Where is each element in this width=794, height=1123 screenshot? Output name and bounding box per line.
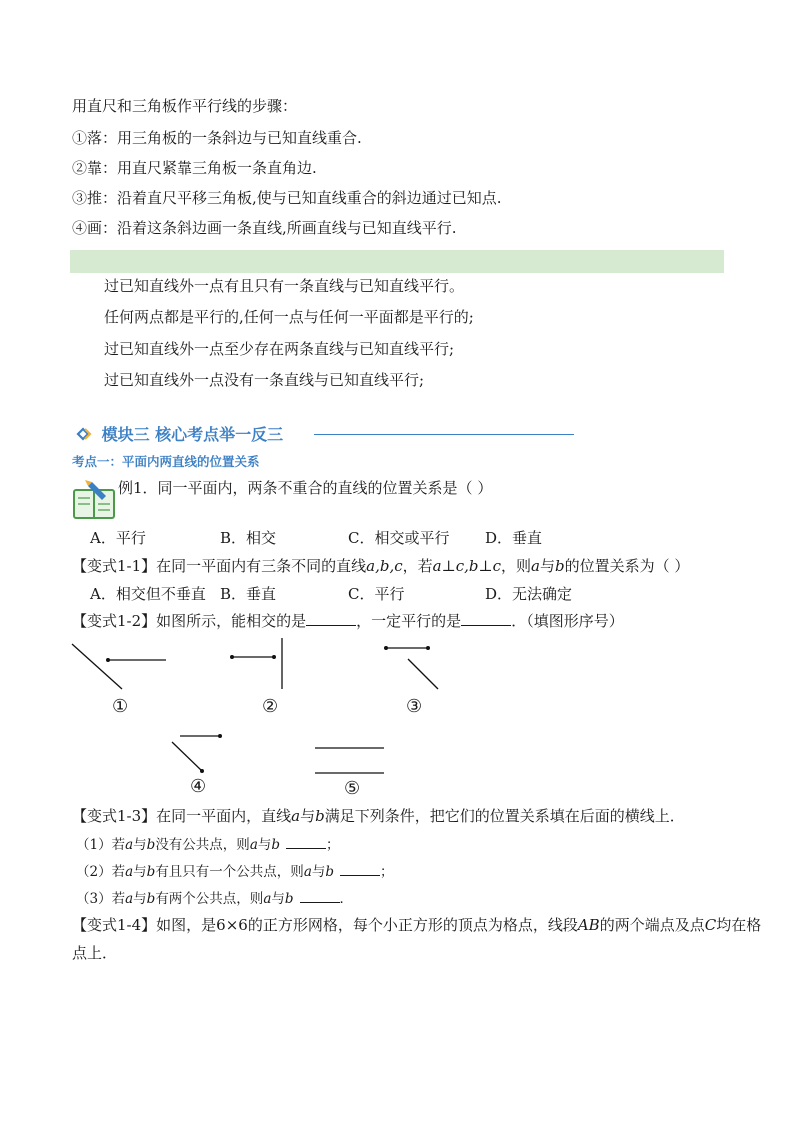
item-end: ； [326,837,340,853]
var-a: a [263,891,272,907]
variant12-stem [72,611,624,631]
var-a: a [291,807,301,825]
variant13-item-1 [76,834,340,854]
var-with: 与 [257,837,272,853]
item-pre: （2）若 [76,864,126,880]
variant11-vars: a,b,c [366,557,403,575]
variant13-stem [72,806,685,826]
var-with: 与 [539,557,555,575]
variant11-stem [72,556,689,576]
answer-blank-1[interactable] [306,611,356,626]
var-b: b [284,891,294,907]
variant13-item-3 [76,888,353,908]
item-pre: （3）若 [76,891,126,907]
step-4: ④画：沿着这条斜边画一条直线,所画直线与已知直线平行. [72,219,457,237]
fig-label-5: ⑤ [344,778,361,799]
variant11-text-a: 在同一平面内有三条不同的直线 [156,557,367,575]
fig-label-4: ④ [190,776,207,797]
variant11-tag: 【变式1-1】 [72,557,157,575]
variant13-item-2 [76,861,394,881]
variant14-text-b: 的正方形网格，每个小正方形的顶点为格点，线段 [247,916,578,934]
item-end: ； [380,864,394,880]
var-a: a [303,864,312,880]
variant14-text-a: 如图，是 [156,916,217,934]
highlight-band [70,250,724,273]
module-title: 模块三 核心考点举一反三 [101,425,284,444]
variant14-grid: 6×6 [216,916,248,934]
fig-label-1: ① [112,696,129,717]
answer-blank-4[interactable] [340,861,380,876]
variant11-text-d: 的位置关系为（ ） [564,557,690,575]
book-pencil-icon [72,478,118,520]
variant14-line2: 点上． [72,944,118,962]
var-a: a [531,557,540,575]
var-b: b [554,557,565,575]
item-mid: 没有公共点，则 [155,837,250,853]
example1-choice-b: B．相交 [220,529,277,547]
module-rule [314,434,574,435]
variant14-stem [72,915,761,935]
var-a: a [249,837,258,853]
fig4-ray [172,742,202,771]
step-1: ①落：用三角板的一条斜边与已知直线重合. [72,129,362,147]
fig3-line [408,659,438,689]
item-mid: 有两个公共点，则 [155,891,264,907]
variant14-seg: AB [577,916,600,934]
variant12-text-c: ．（填图形序号） [511,612,624,630]
var-b: b [146,891,156,907]
var-b: b [325,864,335,880]
var-b: b [315,807,325,825]
variant12-tag: 【变式1-2】 [72,612,157,630]
variant12-text-a: 如图所示，能相交的是 [156,612,307,630]
var-a: a [125,891,134,907]
fig1-line [72,644,122,689]
item-mid: 有且只有一个公共点，则 [155,864,304,880]
var-with: 与 [133,837,147,853]
intro-heading: 用直尺和三角板作平行线的步骤： [72,97,298,115]
example1-choice-c: C．相交或平行 [348,529,450,547]
variant14-tag: 【变式1-4】 [72,916,157,934]
module-header [76,424,283,447]
var-with: 与 [311,864,326,880]
fig-label-3: ③ [406,696,423,717]
variant14-text-d: 均在格 [716,916,762,934]
option-line-2: 任何两点都是平行的,任何一点与任何一平面都是平行的; [104,308,474,326]
example1-choice-d: D．垂直 [485,529,543,547]
example1-question: 例1．同一平面内，两条不重合的直线的位置关系是（ ） [118,479,493,497]
variant14-text-c: 的两个端点及点 [599,916,705,934]
kaodian-title: 考点一：平面内两直线的位置关系 [72,454,260,469]
var-b: b [271,837,281,853]
variant11-cond: a⊥c,b⊥c [432,557,501,575]
variant11-choice-d: D．无法确定 [485,585,573,603]
item-pre: （1）若 [76,837,126,853]
var-with: 与 [133,864,147,880]
option-line-3: 过已知直线外一点至少存在两条直线与已知直线平行; [104,340,455,358]
var-with: 与 [300,807,316,825]
variant11-text-c: ，则 [501,557,532,575]
variant11-choice-b: B．垂直 [220,585,277,603]
item-end: ． [339,891,354,907]
step-3: ③推：沿着直尺平移三角板,使与已知直线重合的斜边通过已知点. [72,189,502,207]
variant12-text-b: ，一定平行的是 [356,612,462,630]
variant11-choice-c: C．平行 [348,585,405,603]
example1-choice-a: A．平行 [90,529,146,547]
variant11-text-b: ，若 [402,557,433,575]
step-2: ②靠：用直尺紧靠三角板一条直角边. [72,159,317,177]
fig-label-2: ② [262,696,279,717]
option-line-1: 过已知直线外一点有且只有一条直线与已知直线平行。 [104,277,465,295]
var-a: a [125,864,134,880]
answer-blank-3[interactable] [286,834,326,849]
variant13-text: 在同一平面内，直线 [156,807,292,825]
var-a: a [125,837,134,853]
variant11-choice-a: A．相交但不垂直 [90,585,206,603]
answer-blank-2[interactable] [461,611,511,626]
var-with: 与 [271,891,285,907]
option-line-4: 过已知直线外一点没有一条直线与已知直线平行; [104,371,425,389]
diamond-chevron-icon [76,425,96,447]
variant14-pt: C [704,916,717,934]
var-b: b [146,837,156,853]
answer-blank-5[interactable] [300,888,340,903]
variant13-tag: 【变式1-3】 [72,807,157,825]
var-with: 与 [133,891,147,907]
var-b: b [146,864,156,880]
variant13-text-b: 满足下列条件，把它们的位置关系填在后面的横线上． [324,807,685,825]
